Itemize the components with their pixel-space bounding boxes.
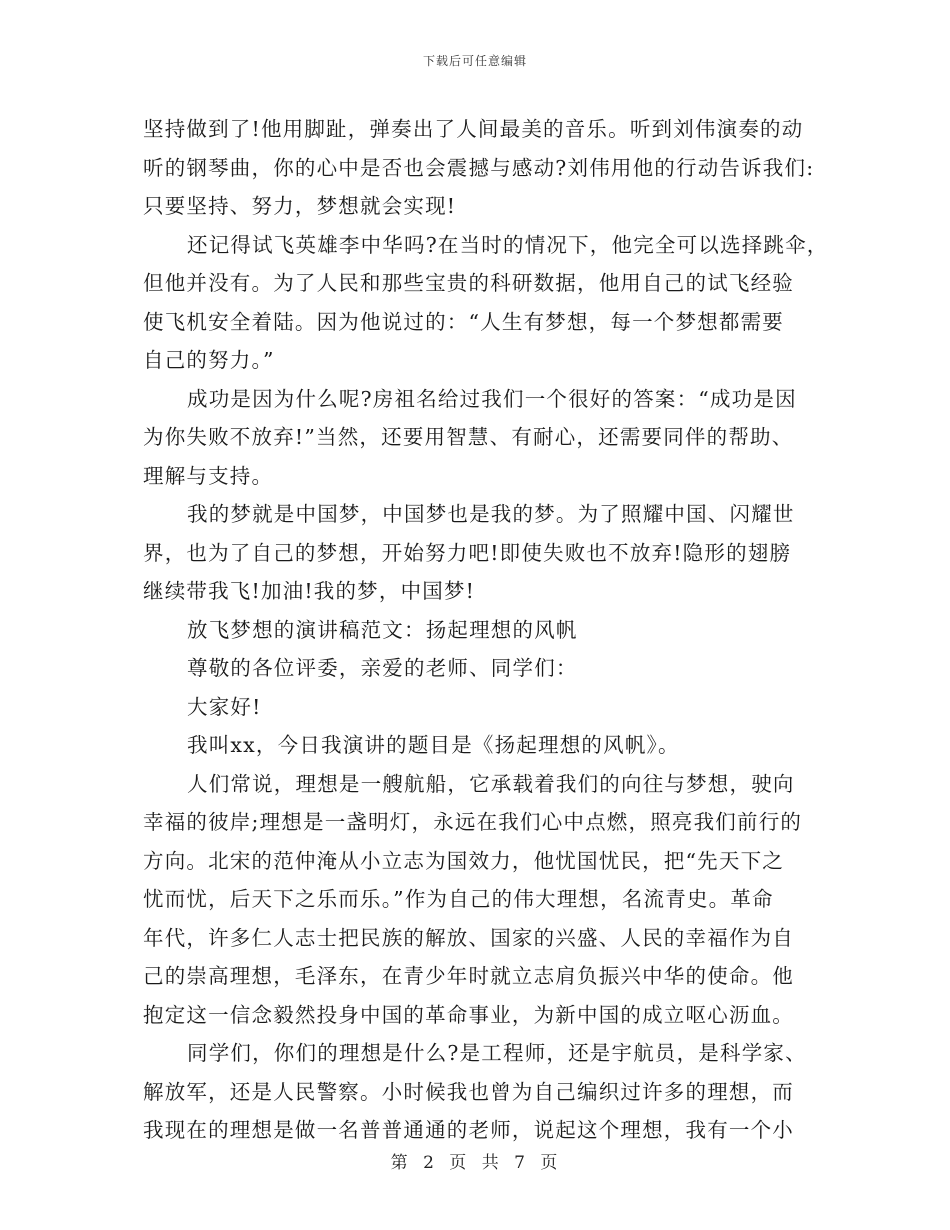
document-body [143, 110, 829, 1150]
text-line: 大家好! [187, 694, 262, 719]
page-header: 下载后可任意编辑 [422, 54, 527, 68]
text-line: 己的崇高理想，毛泽东，在青少年时就立志肩负振兴中华的使命。他 [143, 964, 794, 988]
text-line: 同学们，你们的理想是什么?是工程师，还是宇航员，是科学家、 [187, 1041, 807, 1065]
text-line: 我现在的理想是做一名普普通通的老师，说起这个理想，我有一个小 [143, 1118, 794, 1142]
text-line: 成功是因为什么呢?房祖名给过我们一个很好的答案：“成功是因 [187, 386, 797, 411]
text-line: 我叫xx，今日我演讲的题目是《扬起理想的风帆》。 [187, 733, 680, 757]
text-line: 人们常说，理想是一艘航船，它承载着我们的向往与梦想，驶向 [187, 771, 795, 796]
text-line: 为你失败不放弃!”当然，还要用智慧、有耐心，还需要同伴的帮助、 [143, 425, 794, 449]
text-line: 我的梦就是中国梦，中国梦也是我的梦。为了照耀中国、闪耀世 [187, 502, 795, 526]
text-line: 抱定这一信念毅然投身中国的革命事业，为新中国的成立呕心沥血。 [143, 1002, 794, 1027]
text-line: 使飞机安全着陆。因为他说过的：“人生有梦想，每一个梦想都需要 [143, 309, 784, 334]
text-line: 理解与支持。 [143, 463, 274, 488]
text-line: 界，也为了自己的梦想，开始努力吧!即使失败也不放弃!隐形的翅膀 [143, 540, 792, 565]
text-line: 自己的努力。” [143, 348, 275, 372]
text-line: 听的钢琴曲，你的心中是否也会震撼与感动?刘伟用他的行动告诉我们: [143, 155, 815, 180]
section-heading: 放飞梦想的演讲稿范文：扬起理想的风帆 [187, 617, 578, 642]
text-line: 还记得试飞英雄李中华吗?在当时的情况下，他完全可以选择跳伞， [187, 232, 829, 257]
text-line: 坚持做到了!他用脚趾，弹奏出了人间最美的音乐。听到刘伟演奏的动 [143, 117, 804, 141]
text-line: 幸福的彼岸;理想是一盏明灯，永远在我们心中点燃，照亮我们前行的 [143, 810, 803, 834]
text-line: 方向。北宋的范仲淹从小立志为国效力，他忧国忧民，把“先天下之 [143, 848, 784, 873]
text-line: 继续带我飞!加油!我的梦，中国梦! [143, 579, 476, 603]
text-line: 尊敬的各位评委，亲爱的老师、同学们： [187, 656, 578, 680]
text-line: 解放军，还是人民警察。小时候我也曾为自己编织过许多的理想，而 [143, 1079, 794, 1104]
text-line: 忧而忧，后天下之乐而乐。”作为自己的伟大理想，名流青史。革命 [143, 887, 774, 911]
page-number-footer: 第 2 页 共 7 页 [390, 1153, 560, 1173]
text-line: 但他并没有。为了人民和那些宝贵的科研数据，他用自己的试飞经验 [143, 271, 794, 295]
text-line: 年代，许多仁人志士把民族的解放、国家的兴盛、人民的幸福作为自 [143, 925, 794, 950]
text-line: 只要坚持、努力，梦想就会实现! [143, 194, 457, 218]
